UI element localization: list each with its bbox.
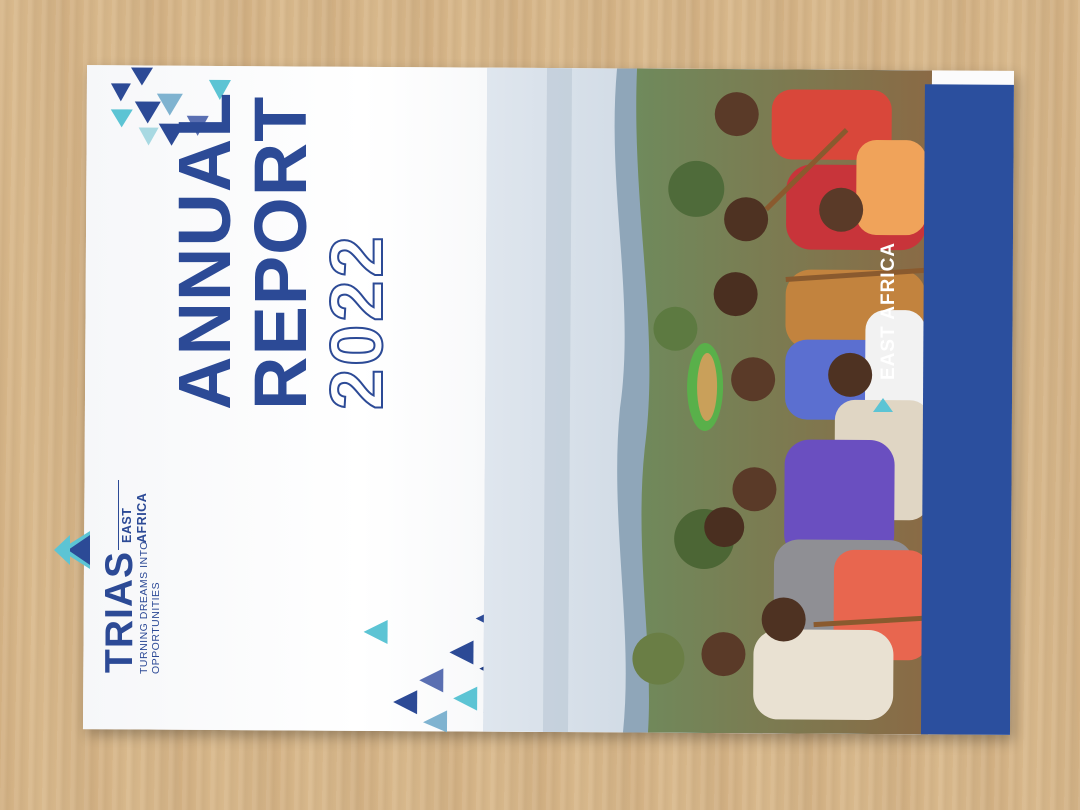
- trias-wordmark: TRIAS: [98, 551, 141, 673]
- band-arrow-icon: [873, 398, 893, 412]
- tagline-line1: TURNING DREAMS INTO: [138, 541, 150, 674]
- logo-region: [120, 493, 150, 543]
- region-side-band: [921, 84, 1014, 735]
- band-region-label: EAST AFRICA: [878, 241, 899, 380]
- report-title: [163, 91, 398, 410]
- region-line2: AFRICA: [135, 492, 149, 543]
- title-report: REPORT: [239, 95, 322, 410]
- logo-divider: [118, 480, 119, 550]
- trias-tagline: [138, 541, 162, 674]
- title-year: 2022: [315, 233, 398, 410]
- cover-photo-farmers: [483, 68, 932, 735]
- title-annual: ANNUAL: [163, 91, 246, 410]
- tagline-line2: OPPORTUNITIES: [150, 581, 162, 674]
- region-line1: EAST: [120, 507, 134, 543]
